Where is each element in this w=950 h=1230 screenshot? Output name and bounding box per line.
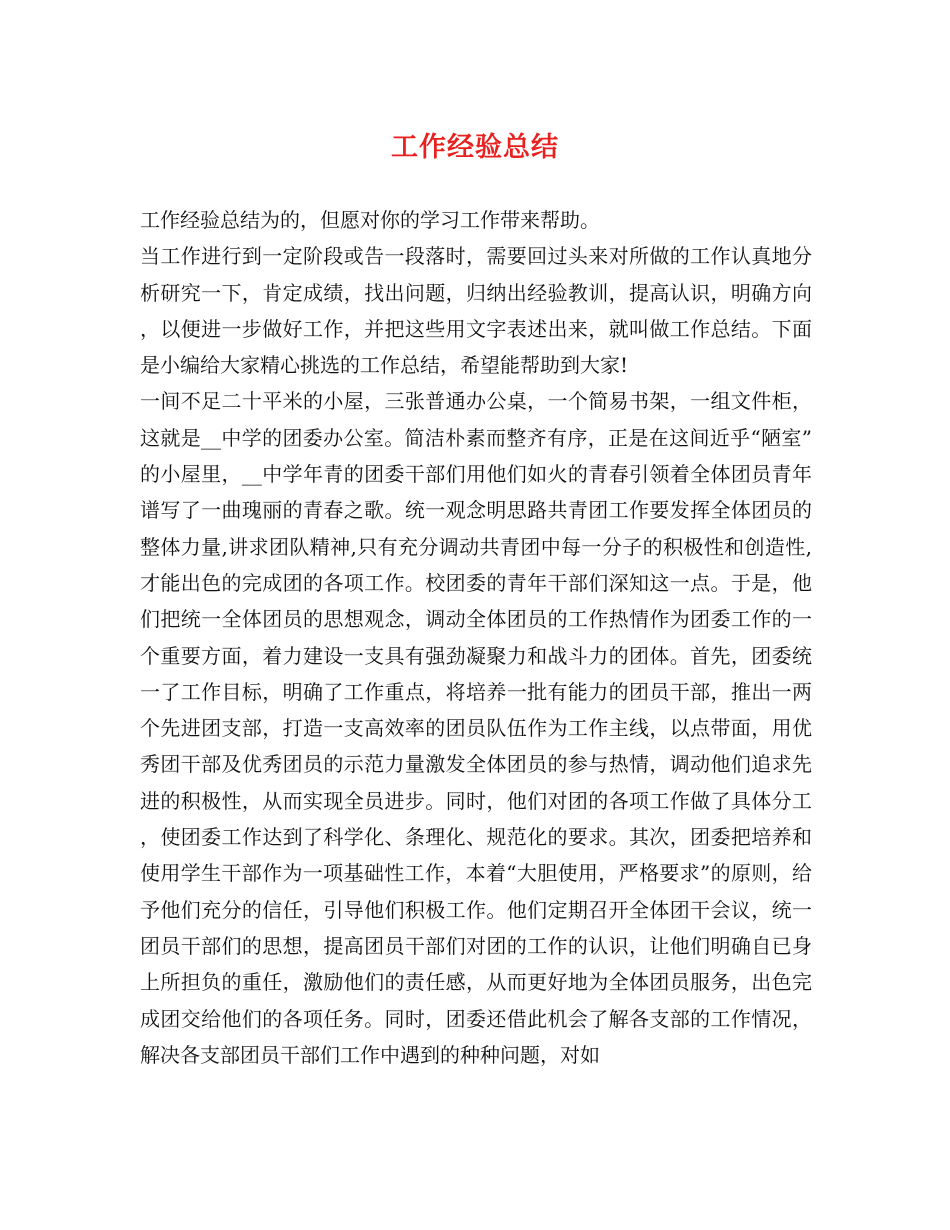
document-body xyxy=(140,202,812,1073)
intro-paragraph: 工作经验总结为的，但愿对你的学习工作带来帮助。 xyxy=(140,208,600,232)
main-paragraph: 一间不足二十平米的小屋，三张普通办公桌，一个简易书架，一组文件柜，这就是__中学的团委办公室。简洁朴素而整齐有序，正是在这间近乎“陋室”的小屋里，__中学年青的团委干部们用他们如火的青春引领着全体团员青年谱写了一曲瑰丽的青春之歌。统一观念明思路共青团工作要发挥全体团员的整体力量,讲求团队精神,只有充分调动共青团中每一分子的积极性和创造性,才能出色的完成团的各项工作。校团委的青年干部们深知这一点。于是，他们把统一全体团员的思想观念，调动全体团员的工作热情作为团委工作的一个重要方面，着力建设一支具有强劲凝聚力和战斗力的团体。首先，团委统一了工作目标，明确了工作重点，将培养一批有能力的团员干部，推出一两个先进团支部，打造一支高效率的团员队伍作为工作主线，以点带面，用优秀团干部及优秀团员的示范力量激发全体团员的参与热情，调动他们追求先进的积极性，从而实现全员进步。同时，他们对团的各项工作做了具体分工，使团委工作达到了科学化、条理化、规范化的要求。其次，团委把培养和使用学生干部作为一项基础性工作，本着“大胆使用，严格要求”的原则，给予他们充分的信任，引导他们积极工作。他们定期召开全体团干会议，统一团员干部们的思想，提高团员干部们对团的工作的认识，让他们明确自已身上所担负的重任，激励他们的责任感，从而更好地为全体团员服务，出色完成团交给他们的各项任务。同时，团委还借此机会了解各支部的工作情况，解决各支部团员干部们工作中遇到的种种问题，对如 xyxy=(140,389,812,1067)
definition-paragraph: 当工作进行到一定阶段或告一段落时，需要回过头来对所做的工作认真地分析研究一下，肯定成绩，找出问题，归纳出经验教训，提高认识，明确方向，以便进一步做好工作，并把这些用文字表述出来，就叫做工作总结。下面是小编给大家精心挑选的工作总结，希望能帮助到大家! xyxy=(140,244,812,378)
document-title: 工作经验总结 xyxy=(391,132,559,163)
